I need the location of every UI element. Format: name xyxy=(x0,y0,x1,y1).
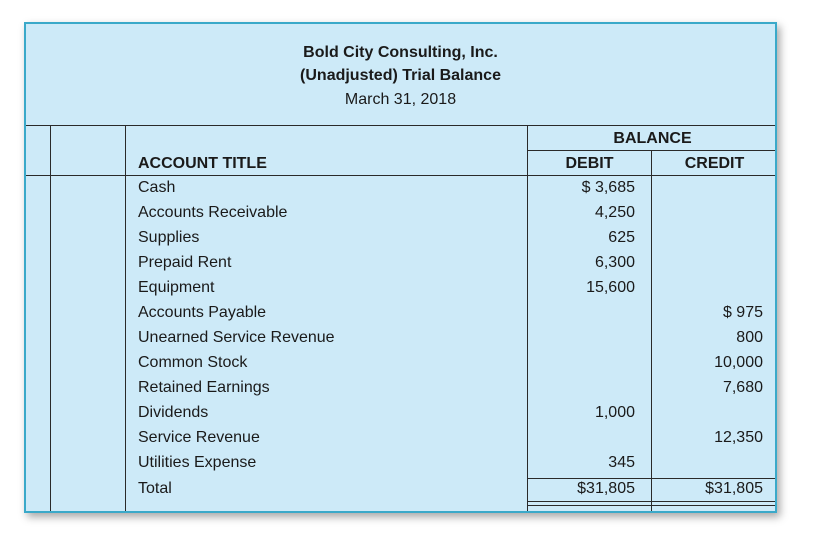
company-name: Bold City Consulting, Inc. xyxy=(303,44,498,61)
total-credit: $31,805 xyxy=(705,480,763,497)
debit-amount: 345 xyxy=(608,454,635,471)
debit-header: DEBIT xyxy=(565,155,614,172)
account-name: Common Stock xyxy=(138,354,248,371)
total-double-rule-2-debit xyxy=(527,505,651,506)
report-date: March 31, 2018 xyxy=(344,91,457,108)
credit-amount: $ 975 xyxy=(722,304,763,321)
debit-credit-divider xyxy=(651,150,652,511)
credit-amount: 10,000 xyxy=(714,354,763,371)
credit-header: CREDIT xyxy=(684,155,745,172)
account-name: Utilities Expense xyxy=(138,454,257,471)
debit-amount: 1,000 xyxy=(594,404,635,421)
account-name: Accounts Payable xyxy=(138,304,267,321)
account-title-header: ACCOUNT TITLE xyxy=(138,155,267,172)
total-top-rule-debit xyxy=(527,478,651,479)
account-name: Supplies xyxy=(138,229,200,246)
account-name: Prepaid Rent xyxy=(138,254,232,271)
account-name: Dividends xyxy=(138,404,209,421)
credit-amount: 7,680 xyxy=(722,379,763,396)
left-column-line-1 xyxy=(50,125,51,511)
credit-amount: 800 xyxy=(736,329,763,346)
total-debit: $31,805 xyxy=(577,480,635,497)
total-double-rule-1-credit xyxy=(652,501,775,502)
total-double-rule-2-credit xyxy=(652,505,775,506)
debit-amount: 625 xyxy=(608,229,635,246)
debit-amount: 4,250 xyxy=(594,204,635,221)
total-top-rule-credit xyxy=(652,478,775,479)
balance-header: BALANCE xyxy=(613,130,692,147)
header-bottom-border xyxy=(26,175,775,176)
report-title: (Unadjusted) Trial Balance xyxy=(300,67,501,84)
table-top-border xyxy=(26,125,775,126)
total-double-rule-1-debit xyxy=(527,501,651,502)
account-name: Cash xyxy=(138,179,176,196)
debit-amount: $ 3,685 xyxy=(581,179,635,196)
account-name: Accounts Receivable xyxy=(138,204,288,221)
left-column-line-2 xyxy=(125,125,126,511)
account-name: Equipment xyxy=(138,279,215,296)
account-name: Service Revenue xyxy=(138,429,260,446)
debit-amount: 15,600 xyxy=(586,279,635,296)
credit-amount: 12,350 xyxy=(714,429,763,446)
account-name: Unearned Service Revenue xyxy=(138,329,335,346)
account-name: Retained Earnings xyxy=(138,379,270,396)
trial-balance-panel xyxy=(24,22,777,513)
debit-amount: 6,300 xyxy=(594,254,635,271)
debit-left-line xyxy=(527,125,528,511)
total-label: Total xyxy=(138,480,172,497)
